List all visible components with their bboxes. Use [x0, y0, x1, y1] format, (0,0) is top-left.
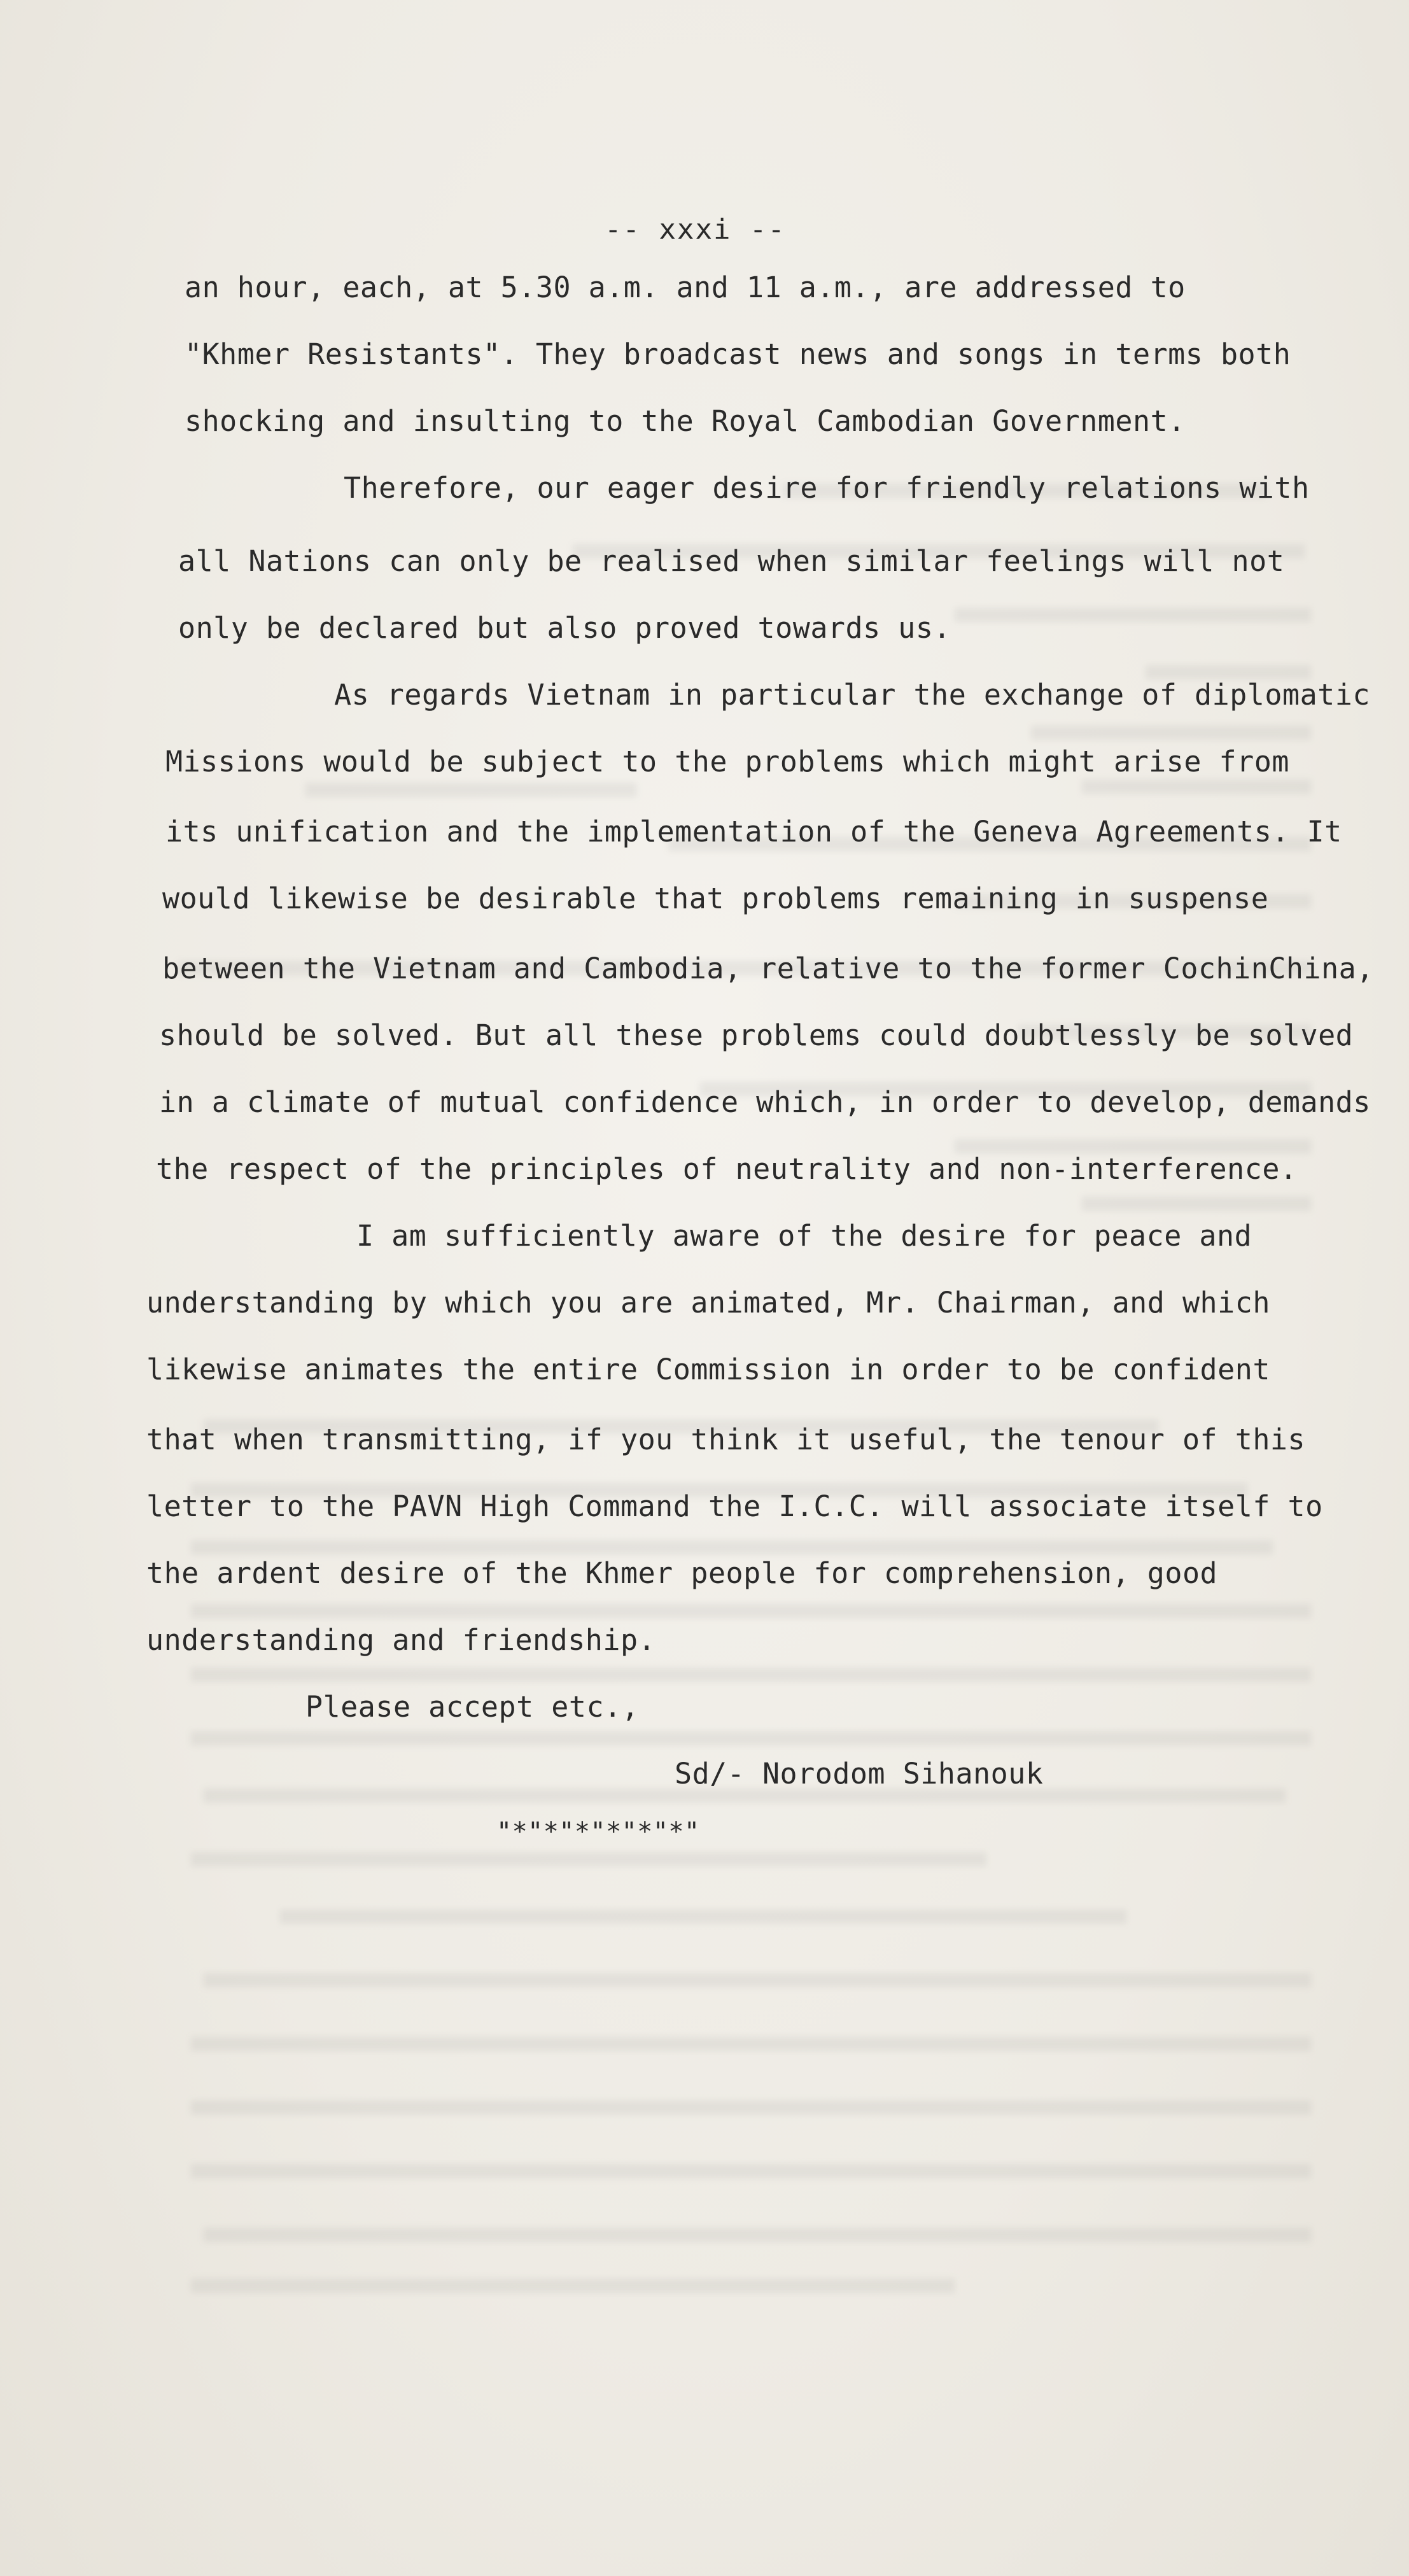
- body-line: the respect of the principles of neutrality and non-interference.: [156, 1152, 1298, 1186]
- page-number: -- xxxi --: [605, 213, 786, 246]
- body-line: all Nations can only be realised when similar feelings will not: [178, 544, 1285, 578]
- body-line: understanding and friendship.: [146, 1623, 656, 1657]
- body-line: only be declared but also proved towards us.: [178, 611, 951, 645]
- body-line: in a climate of mutual confidence which, in order to develop, demands: [159, 1085, 1371, 1119]
- body-line: an hour, each, at 5.30 a.m. and 11 a.m., are addressed to: [185, 271, 1186, 304]
- body-line: that when transmitting, if you think it useful, the tenour of this: [146, 1423, 1306, 1456]
- body-line: would likewise be desirable that problems remaining in suspense: [162, 882, 1269, 915]
- body-line: the ardent desire of the Khmer people for comprehension, good: [146, 1556, 1218, 1590]
- body-line: "Khmer Resistants". They broadcast news and songs in terms both: [185, 337, 1291, 371]
- end-marker: "*"*"*"*"*"*": [496, 1817, 700, 1847]
- body-line: its unification and the implementation of the Geneva Agreements. It: [165, 815, 1342, 848]
- body-line: between the Vietnam and Cambodia, relative to the former CochinChina,: [162, 952, 1374, 985]
- closing-line: Please accept etc.,: [305, 1690, 640, 1724]
- body-line: Missions would be subject to the problems which might arise from: [165, 745, 1289, 778]
- body-line: shocking and insulting to the Royal Cambodian Government.: [185, 404, 1186, 438]
- body-line: letter to the PAVN High Command the I.C.C. will associate itself to: [146, 1489, 1323, 1523]
- body-line: likewise animates the entire Commission in order to be confident: [146, 1353, 1270, 1386]
- body-line: As regards Vietnam in particular the exchange of diplomatic: [334, 678, 1370, 712]
- body-line: I am sufficiently aware of the desire for peace and: [356, 1219, 1252, 1253]
- body-line: understanding by which you are animated, Mr. Chairman, and which: [146, 1286, 1270, 1320]
- signature-line: Sd/- Norodom Sihanouk: [675, 1757, 1044, 1791]
- body-line: Therefore, our eager desire for friendly relations with: [344, 471, 1310, 505]
- body-line: should be solved. But all these problems could doubtlessly be solved: [159, 1018, 1354, 1052]
